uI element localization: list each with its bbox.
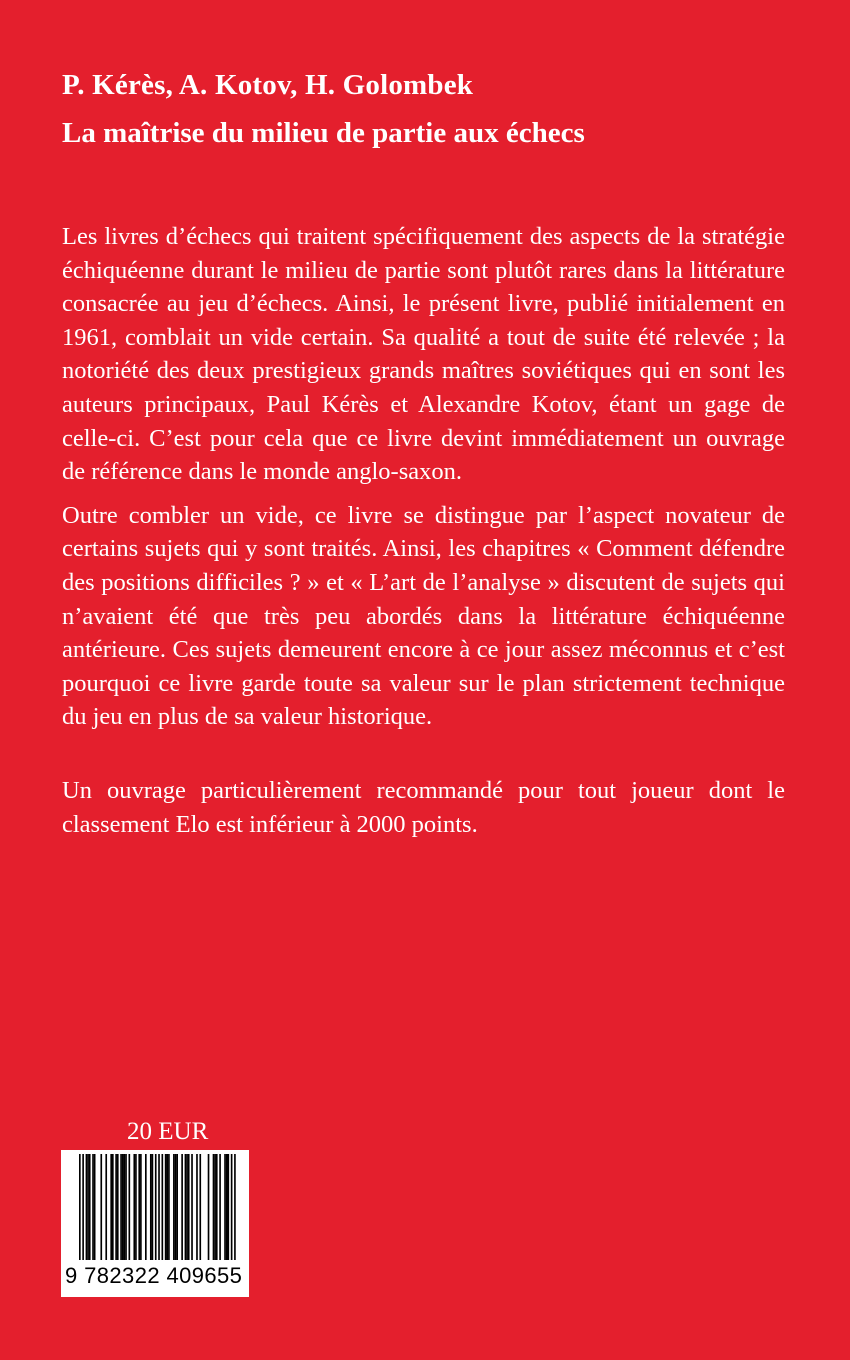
barcode-bar — [165, 1154, 167, 1260]
barcode-bar — [92, 1154, 94, 1260]
barcode-bar — [199, 1154, 201, 1260]
barcode-bar — [86, 1154, 88, 1260]
barcode-bar — [213, 1154, 215, 1260]
barcode-bar — [214, 1154, 216, 1260]
barcode-bar — [105, 1154, 107, 1260]
barcode-bar — [117, 1154, 119, 1260]
barcode-bar — [100, 1154, 102, 1260]
barcode-bar — [158, 1154, 160, 1260]
back-cover-blurb — [62, 220, 785, 841]
barcode-bar — [186, 1154, 188, 1260]
authors: P. Kérès, A. Kotov, H. Golombek — [62, 69, 474, 101]
isbn-digits: 9 782322 409655 — [65, 1263, 243, 1288]
barcode-bar — [150, 1154, 152, 1260]
blurb-paragraph: Outre combler un vide, ce livre se distingue par l’aspect novateur de certains sujets qui y sont traités. Ainsi, les chapitres « Comment défendre des positions difficiles ? » et « L’art de l’analyse » discutent de sujets qui n’avaient été que très peu abordés dans la littérature échiquéenne antérieure. Ces sujets demeurent encore à ce jour assez méconnus et c’est pourquoi ce livre garde toute sa valeur sur le plan strictement technique du jeu en plus de sa valeur historique. — [62, 501, 785, 731]
barcode-bar — [133, 1154, 135, 1260]
barcode-bar — [110, 1154, 112, 1260]
barcode-bar — [176, 1154, 178, 1260]
barcode-bar — [122, 1154, 124, 1260]
barcode-bars — [61, 1150, 249, 1264]
barcode-bar — [155, 1154, 157, 1260]
barcode-bar — [219, 1154, 221, 1260]
barcode-bar — [231, 1154, 233, 1260]
price-label: 20 EUR — [127, 1118, 209, 1145]
barcode-bar — [79, 1154, 81, 1260]
barcode-bar — [181, 1154, 183, 1260]
barcode-bar — [138, 1154, 140, 1260]
barcode-bar — [120, 1154, 122, 1260]
barcode-bar — [115, 1154, 117, 1260]
barcode-bar — [166, 1154, 168, 1260]
barcode-bar — [173, 1154, 175, 1260]
blurb-paragraph: Les livres d’échecs qui traitent spécifiquement des aspects de la stratégie échiquéenne durant le milieu de partie sont plutôt rares dans la littérature consacrée au jeu d’échecs. Ainsi, le présent livre, publié initialement en 1961, comblait un vide certain. Sa qualité a tout de suite été relevée ; la notoriété des deux prestigieux grands maîtres soviétiques qui en sont les auteurs principaux, Paul Kérès et Alexandre Kotov, étant un gage de celle-ci. C’est pour cela que ce livre devint immédiatement un ouvrage de référence dans le monde anglo-saxon. — [62, 223, 785, 486]
barcode-bar — [188, 1154, 190, 1260]
barcode-bar — [191, 1154, 193, 1260]
barcode-bar — [135, 1154, 137, 1260]
barcode-bar — [89, 1154, 91, 1260]
barcode-bar — [228, 1154, 230, 1260]
barcode-bar — [226, 1154, 228, 1260]
isbn-barcode — [61, 1150, 249, 1297]
book-title: La maîtrise du milieu de partie aux échecs — [62, 117, 585, 149]
barcode-bar — [168, 1154, 170, 1260]
barcode-bar — [196, 1154, 198, 1260]
barcode-bar — [216, 1154, 218, 1260]
barcode-bar — [208, 1154, 210, 1260]
barcode-bar — [112, 1154, 114, 1260]
barcode-bar — [152, 1154, 154, 1260]
barcode-bar — [140, 1154, 142, 1260]
barcode-bar — [185, 1154, 187, 1260]
barcode-bar — [94, 1154, 96, 1260]
barcode-bar — [145, 1154, 147, 1260]
barcode-bar — [129, 1154, 131, 1260]
cover-header — [62, 66, 802, 152]
barcode-bar — [162, 1154, 164, 1260]
barcode-bar — [234, 1154, 236, 1260]
barcode-bar — [82, 1154, 84, 1260]
blurb-paragraph: Un ouvrage particulièrement recommandé pour tout joueur dont le classement Elo est inférieur à 2000 points. — [62, 776, 785, 838]
barcode-bar — [87, 1154, 89, 1260]
barcode-bar — [175, 1154, 177, 1260]
barcode-bar — [224, 1154, 226, 1260]
barcode-bar — [124, 1154, 126, 1260]
barcode-bar — [125, 1154, 127, 1260]
